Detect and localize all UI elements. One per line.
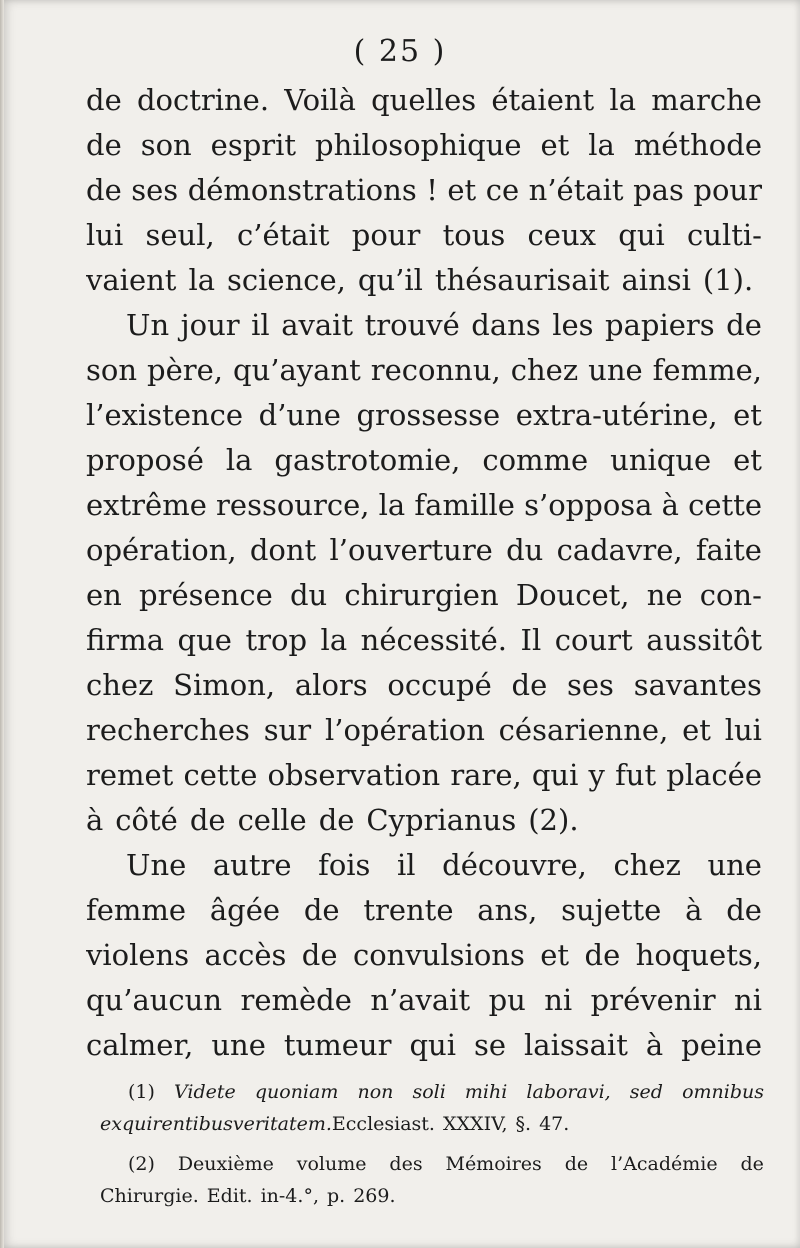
text-line: opération, dont l’ouverture du cadavre, faite (86, 533, 762, 567)
footnote-line: exquirentibus veritatem. Ecclesiast. XXXIV, §. 47. (100, 1113, 570, 1135)
text-line: proposé la gastrotomie, comme unique et (86, 443, 762, 477)
text-line: qu’aucun remède n’avait pu ni prévenir ni (86, 983, 762, 1017)
text-line: à côté de celle de Cyprianus (2). (86, 803, 579, 837)
footnotes (100, 1076, 764, 1212)
text-line: de son esprit philosophique et la méthode (86, 128, 762, 162)
text-line: de ses démonstrations ! et ce n’était pas pour (86, 173, 762, 207)
footnote-line: Chirurgie. Edit. in-4.°, p. 269. (100, 1185, 396, 1207)
main-text (86, 78, 762, 1068)
text-line: violens accès de convulsions et de hoquets, (86, 938, 762, 972)
footnote-line: (2) Deuxième volume des Mémoires de l’Académie de (128, 1153, 764, 1175)
text-line: en présence du chirurgien Doucet, ne con- (86, 578, 762, 612)
text-line: recherches sur l’opération césarienne, et lui (86, 713, 762, 747)
text-line: Un jour il avait trouvé dans les papiers de (126, 308, 762, 342)
text-line: femme âgée de trente ans, sujette à de (86, 893, 762, 927)
text-line: chez Simon, alors occupé de ses savantes (86, 668, 762, 702)
text-line: vaient la science, qu’il thésaurisait ainsi (1). (86, 263, 754, 297)
text-line: extrême ressource, la famille s’opposa à cette (86, 488, 762, 522)
text-line: Une autre fois il découvre, chez une (126, 848, 762, 882)
text-line: lui seul, c’était pour tous ceux qui culti- (86, 218, 762, 252)
binding-shadow (0, 0, 4, 1248)
page-number: ( 25 ) (353, 34, 447, 69)
text-line: calmer, une tumeur qui se laissait à peine (86, 1028, 762, 1062)
text-line: son père, qu’ayant reconnu, chez une femme, (86, 353, 762, 387)
text-line: de doctrine. Voilà quelles étaient la marche (86, 83, 762, 117)
text-line: remet cette observation rare, qui y fut placée (86, 758, 762, 792)
footnote-line: (1) Videte quoniam non soli mihi laboravi, sed omnibus (128, 1081, 764, 1103)
text-line: l’existence d’une grossesse extra-utérine, et (86, 398, 762, 432)
text-line: firma que trop la nécessité. Il court aussitôt (86, 623, 762, 657)
